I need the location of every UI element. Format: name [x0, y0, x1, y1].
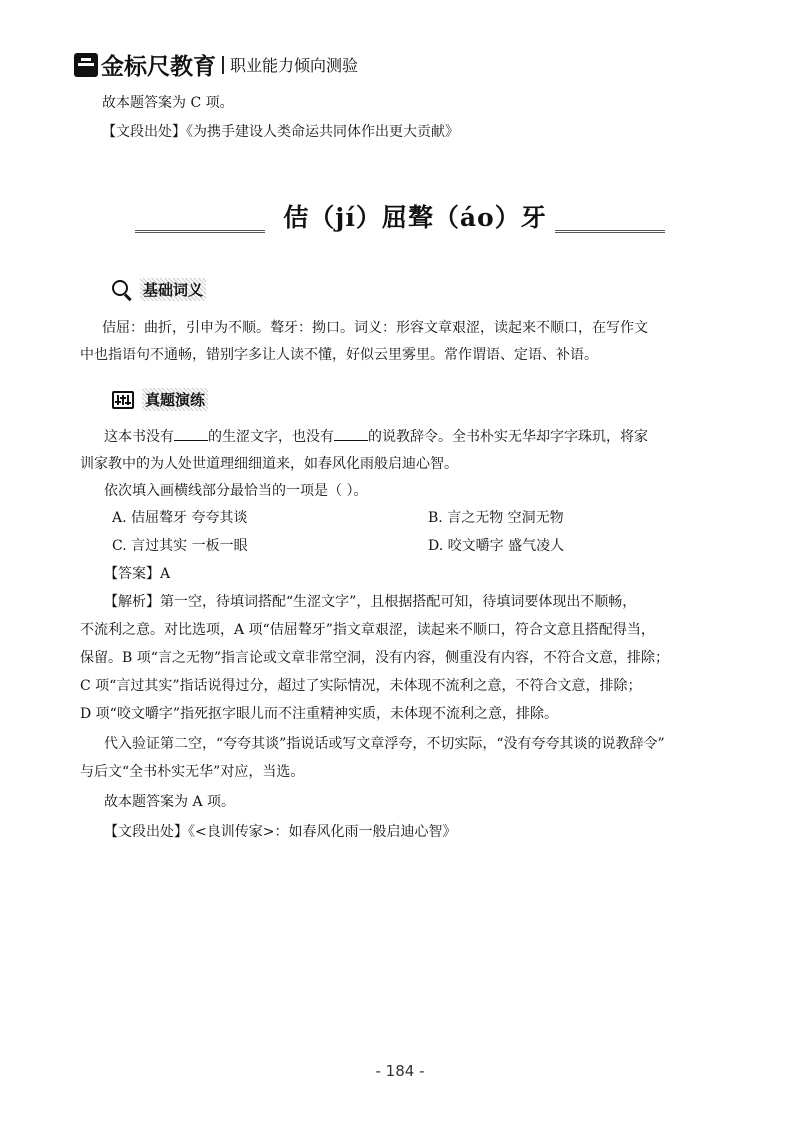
analysis-line-6: 代入验证第二空，“夸夸其谈”指说话或写文章浮夸，不切实际，“没有夸夸其谈的说教辞令”: [104, 736, 665, 752]
header-subtitle: 职业能力倾向测验: [230, 56, 359, 75]
question-part-2: 的生涩文字，也没有: [208, 429, 334, 445]
title-rule-left: [135, 230, 265, 233]
idiom-title: 佶（jí）屈聱（áo）牙: [283, 203, 547, 232]
analysis-line-5: D 项“咬文嚼字”指死抠字眼儿而不注重精神实质，未体现不流利之意，排除。: [80, 706, 558, 722]
brand-name: 金标尺教育: [101, 54, 216, 80]
question-line-2: 训家教中的为人处世道理细细道来，如春风化雨般启迪心智。: [80, 456, 458, 472]
analysis-line-3: 保留。B 项“言之无物”指言论或文章非常空洞，没有内容，侧重没有内容，不符合文意，排除；: [80, 650, 670, 666]
option-d: D. 咬文嚼字 盛气凌人: [428, 538, 565, 554]
source-line: 【文段出处】《<良训传家>：如春风化雨一般启迪心智》: [104, 824, 457, 840]
question-blank-2: [334, 426, 368, 441]
question-line-1: [104, 426, 648, 447]
title-rule-right: [555, 230, 665, 233]
question-part-1: 这本书没有: [104, 429, 174, 445]
page-header: [74, 48, 358, 81]
analysis-line-4: C 项“言过其实”指话说得过分，超过了实际情况，未体现不流利之意，不符合文意，排除；: [80, 678, 642, 694]
option-a: A. 佶屈聱牙 夸夸其谈: [112, 510, 248, 526]
brand-logo-icon: [74, 53, 98, 77]
analysis-line-1: 【解析】第一空，待填词搭配“生涩文字”，且根据搭配可知，待填词要体现出不顺畅，: [104, 594, 637, 610]
idiom-title-banner: [135, 192, 665, 242]
magnifier-icon: [112, 280, 132, 300]
final-answer-line: 故本题答案为 A 项。: [104, 794, 236, 810]
section-practice-heading: [112, 388, 208, 411]
analysis-line-7: 与后文“全书朴实无华”对应，当选。: [80, 764, 305, 780]
basic-meaning-line-1: 佶屈：曲折，引申为不顺。聱牙：拗口。词义：形容文章艰涩，读起来不顺口，在写作文: [102, 320, 648, 336]
question-part-3: 的说教辞令。全书朴实无华却字字珠玑，将家: [368, 429, 648, 445]
question-blank-1: [174, 426, 208, 441]
section-basic-label: 基础词义: [140, 278, 206, 301]
section-practice-label: 真题演练: [142, 388, 208, 411]
basic-meaning-line-2: 中也指语句不通畅，错别字多让人读不懂，好似云里雾里。常作谓语、定语、补语。: [80, 347, 598, 363]
analysis-line-2: 不流利之意。对比选项，A 项“佶屈聱牙”指文章艰涩，读起来不顺口，符合文意且搭配得当，: [80, 622, 655, 638]
option-b: B. 言之无物 空洞无物: [428, 510, 564, 526]
prev-answer-line: 故本题答案为 C 项。: [102, 95, 234, 111]
page-number: - 184 -: [375, 1062, 425, 1080]
section-basic-heading: [112, 278, 206, 301]
prev-source-line: 【文段出处】《为携手建设人类命运共同体作出更大贡献》: [102, 124, 459, 140]
question-prompt: 依次填入画横线部分最恰当的一项是（ ）。: [104, 483, 368, 499]
answer-line: 【答案】A: [104, 566, 171, 582]
equalizer-icon: [112, 391, 134, 409]
header-divider: [222, 56, 224, 74]
option-c: C. 言过其实 一板一眼: [112, 538, 248, 554]
